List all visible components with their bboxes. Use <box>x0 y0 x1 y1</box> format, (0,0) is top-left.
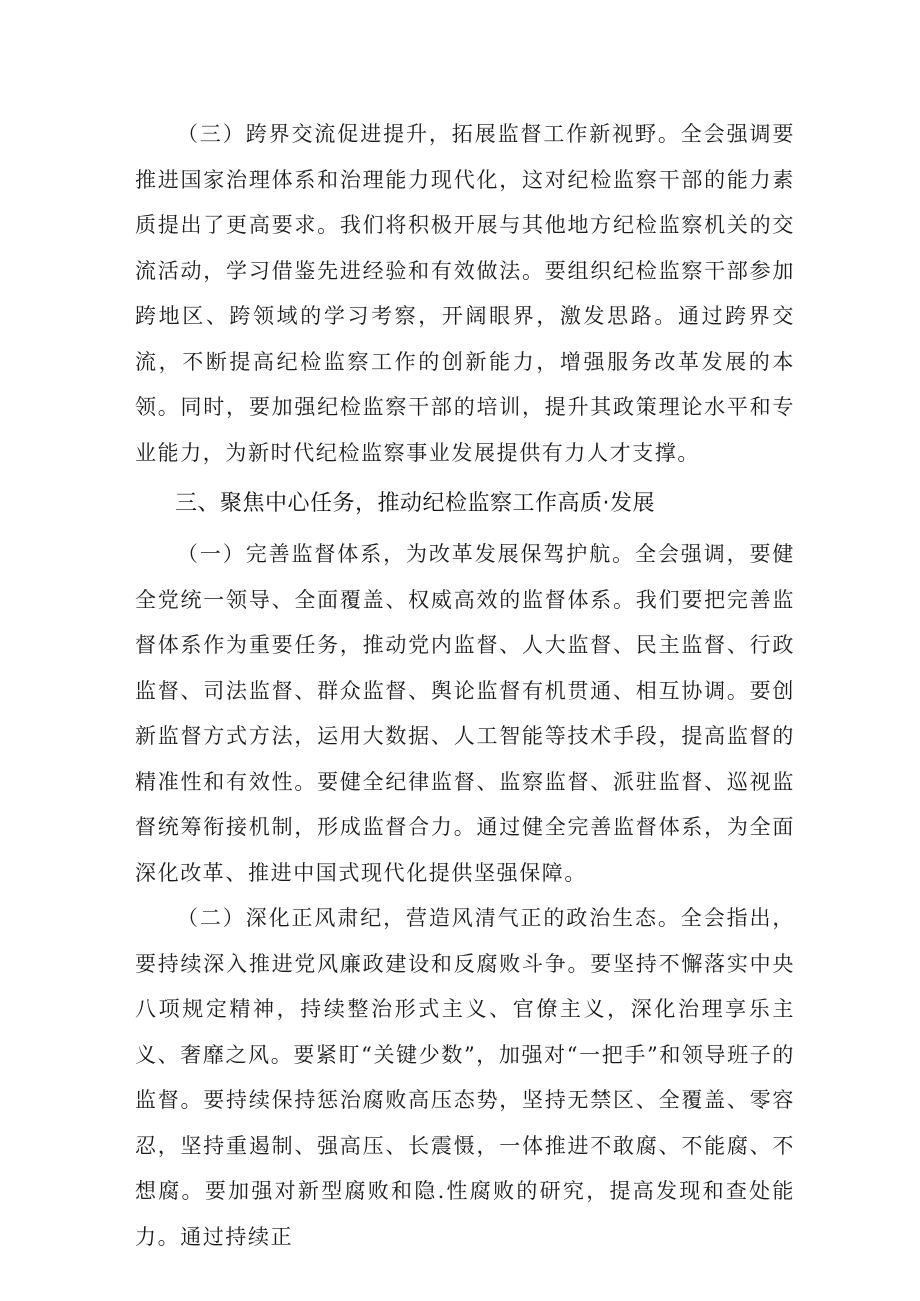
paragraph-supervision-system: （一）完善监督体系，为改革发展保驾护航。全会强调，要健全党统一领导、全面覆盖、权威高效的监督体系。我们要把完善监督体系作为重要任务，推动党内监督、人大监督、民主监督、行政监督、司法监督、群众监督、舆论监督有机贯通、相互协调。要创新监督方式方法，运用大数据、人工智能等技术手段，提高监督的精准性和有效性。要健全纪律监督、监察监督、派驻监督、巡视监督统筹衔接机制，形成监督合力。通过健全完善监督体系，为全面深化改革、推进中国式现代化提供坚强保障。 <box>135 542 795 885</box>
paragraph-cross-border-exchange: （三）跨界交流促进提升，拓展监督工作新视野。全会强调要推进国家治理体系和治理能力现代化，这对纪检监察干部的能力素质提出了更高要求。我们将积极开展与其他地方纪检监察机关的交流活动，学习借鉴先进经验和有效做法。要组织纪检监察干部参加跨地区、跨领域的学习考察，开阔眼界，激发思路。通过跨界交流，不断提高纪检监察工作的创新能力，增强服务改革发展的本领。同时，要加强纪检监察干部的培训，提升其政策理论水平和专业能力，为新时代纪检监察事业发展提供有力人才支撑。 <box>135 122 795 465</box>
section-heading: 三、聚焦中心任务，推动纪检监察工作高质·发展 <box>175 491 655 516</box>
document-body <box>135 112 795 1260</box>
paragraph-discipline-rectification: （二）深化正风肃纪，营造风清气正的政治生态。全会指出，要持续深入推进党风廉政建设和反腐败斗争。要坚持不懈落实中央八项规定精神，持续整治形式主义、官僚主义，深化治理享乐主义、奢靡之风。要紧盯“关键少数”，加强对“一把手”和领导班子的监督。要持续保持惩治腐败高压态势，坚持无禁区、全覆盖、零容忍，坚持重遏制、强高压、长震慑，一体推进不敢腐、不能腐、不想腐。要加强对新型腐败和隐.性腐败的研究，提高发现和查处能力。通过持续正 <box>135 906 795 1249</box>
